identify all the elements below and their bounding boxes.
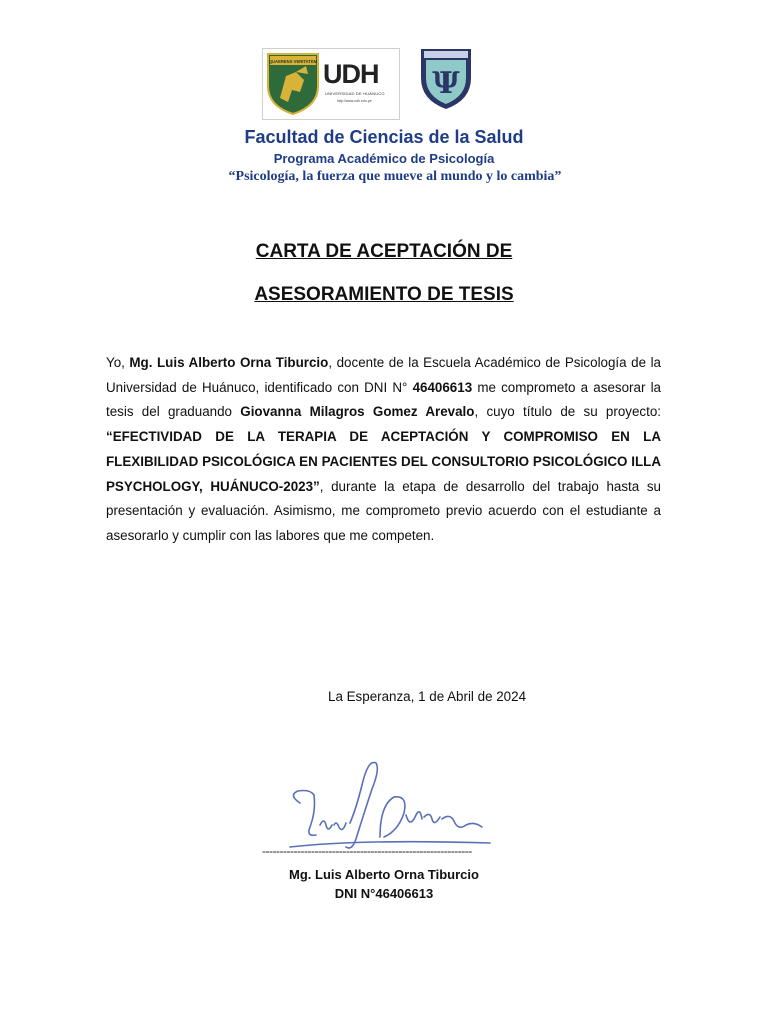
svg-text:Ψ: Ψ [432,66,460,101]
handwritten-signature [270,755,510,855]
letter-text-4: , cuyo título de su proyecto: [474,404,661,420]
faculty-heading: Facultad de Ciencias de la Salud [244,127,524,147]
letter-body [106,351,661,549]
university-url: http://www.udh.edu.pe [337,99,372,103]
university-name: UNIVERSIDAD DE HUÁNUCO [325,91,385,96]
university-crest-icon [266,52,320,116]
student-name: Giovanna Milagros Gomez Arevalo [240,404,475,420]
thesis-title: “EFECTIVIDAD DE LA TERAPIA DE ACEPTACIÓN Y COMPROMISO EN LA FLEXIBILIDAD PSICOLÓGICA EN PACIENTES DEL CONSULTORIO PSICOLÓGICO ILLA PSYCHOLOGY, HUÁNUCO-2023” [106,429,661,494]
letter-text-2: , docente de la Escuela Académico de Psicología de la Universidad de Huánuco, identificado con DNI N° [106,355,661,395]
crest-motto: QUAERENS VERITATEM [268,59,318,64]
advisor-dni: 46406613 [412,379,473,395]
program-motto: “Psicología, la fuerza que mueve al mundo y lo cambia” [228,169,562,184]
program-heading: Programa Académico de Psicología [273,151,495,166]
udh-logo [262,48,400,120]
letter-text-5: , durante la etapa de desarrollo del trabajo hasta su presentación y evaluación. Asimismo, me comprometo previo acuerdo con el estudiante a asesorarlo y cumplir con las labores que me competen. [106,478,661,543]
header-logos [262,46,478,122]
signature-line: ------------------------------------------------------------ [262,844,472,858]
letter-text-3: me comprometo a asesorar la tesis del graduando [106,379,661,420]
place-date: La Esperanza, 1 de Abril de 2024 [328,689,527,704]
signer-dni: DNI N°46406613 [334,886,434,901]
psychology-shield-icon [418,46,474,112]
advisor-name: Mg. Luis Alberto Orna Tiburcio [129,355,329,370]
letter-text-1: Yo, [106,355,130,370]
document-title-line2: ASESORAMIENTO DE TESIS [254,284,514,305]
signer-name: Mg. Luis Alberto Orna Tiburcio [289,867,479,882]
udh-logo-text: UDH [323,59,379,89]
document-title-line1: CARTA DE ACEPTACIÓN DE [255,241,513,262]
